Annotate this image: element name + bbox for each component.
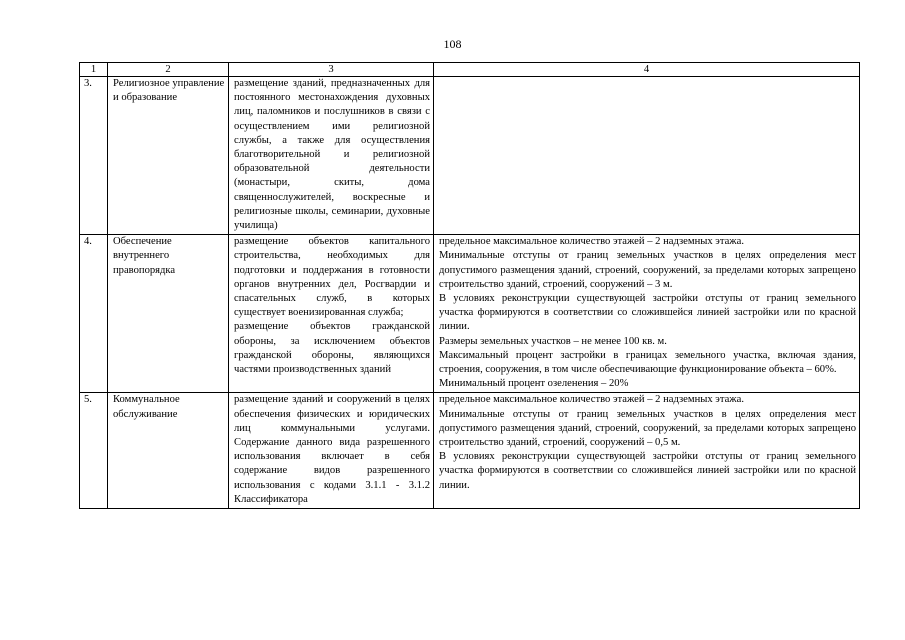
parameter-paragraph: Минимальные отступы от границ земельных участков в целях определения мест допустимого размещения зданий, строений, сооружений, за пределами которых запрещено строительство зданий, строений, сооружений – 3 м. xyxy=(439,250,856,290)
use-type-name: Религиозное управление и образование xyxy=(108,77,229,235)
header-cell: 2 xyxy=(108,63,229,77)
use-type-description xyxy=(229,77,434,235)
description-paragraph: размещение объектов гражданской обороны, за исключением объектов гражданской обороны, являющихся частями производственных зданий xyxy=(234,321,430,376)
use-type-name: Коммунальное обслуживание xyxy=(108,393,229,509)
use-type-parameters xyxy=(434,77,860,235)
parameter-paragraph: предельное максимальное количество этажей – 2 надземных этажа. xyxy=(439,236,744,248)
table-row xyxy=(80,235,860,393)
row-number: 5. xyxy=(80,393,108,509)
description-paragraph: размещение объектов капитального строительства, необходимых для подготовки и поддержания в готовности органов внутренних дел, Росгвардии и спасательных служб, в которых существует военизированная служба; xyxy=(234,236,430,319)
parameter-paragraph: В условиях реконструкции существующей застройки отступы от границ земельного участка формируются в соответствии со сложившейся линией застройки или по красной линии. xyxy=(439,293,856,333)
page-number: 108 xyxy=(443,37,462,51)
header-cell: 4 xyxy=(434,63,860,77)
use-type-name: Обеспечение внутреннего правопорядка xyxy=(108,235,229,393)
header-cell: 3 xyxy=(229,63,434,77)
parameter-paragraph: Максимальный процент застройки в границах земельного участка, включая здания, строения, сооружения, в том числе обеспечивающие функционирование объекта – 60%. xyxy=(439,349,856,376)
table-row xyxy=(80,393,860,509)
use-type-description xyxy=(229,235,434,393)
parameter-paragraph: Минимальные отступы от границ земельных участков в целях определения мест допустимого размещения зданий, строений, сооружений, за пределами которых запрещено строительство зданий, строений, сооружений – 0,5 м. xyxy=(439,408,856,449)
table-row xyxy=(80,77,860,235)
description-paragraph: размещение зданий и сооружений в целях обеспечения физических и юридических лиц коммунальными услугами. Содержание данного вида разрешенного использования включает в себя содержание видов разрешенного использования с кодами 3.1.1 - 3.1.2 Классификатора xyxy=(234,394,430,505)
parameter-paragraph: Минимальный процент озеленения – 20% xyxy=(439,378,629,390)
use-type-parameters xyxy=(434,235,860,393)
parameter-paragraph: предельное максимальное количество этажей – 2 надземных этажа. xyxy=(439,394,744,406)
land-use-table xyxy=(79,62,860,509)
description-paragraph: размещение зданий, предназначенных для постоянного местонахождения духовных лиц, паломников и послушников в связи с осуществлением ими религиозной службы, а также для осуществления благотворительной и религиозной образовательной деятельности (монастыри, скиты, дома священнослужителей, воскресные и религиозные школы, семинарии, духовные училища) xyxy=(234,78,430,232)
parameter-paragraph: Размеры земельных участков – не менее 100 кв. м. xyxy=(439,335,667,347)
table-header-row xyxy=(80,63,860,77)
use-type-parameters xyxy=(434,393,860,509)
row-number: 4. xyxy=(80,235,108,393)
header-cell: 1 xyxy=(80,63,108,77)
row-number: 3. xyxy=(80,77,108,235)
parameter-paragraph: В условиях реконструкции существующей застройки отступы от границ земельного участка формируются в соответствии со сложившейся линией застройки или по красной линии. xyxy=(439,451,856,491)
use-type-description xyxy=(229,393,434,509)
